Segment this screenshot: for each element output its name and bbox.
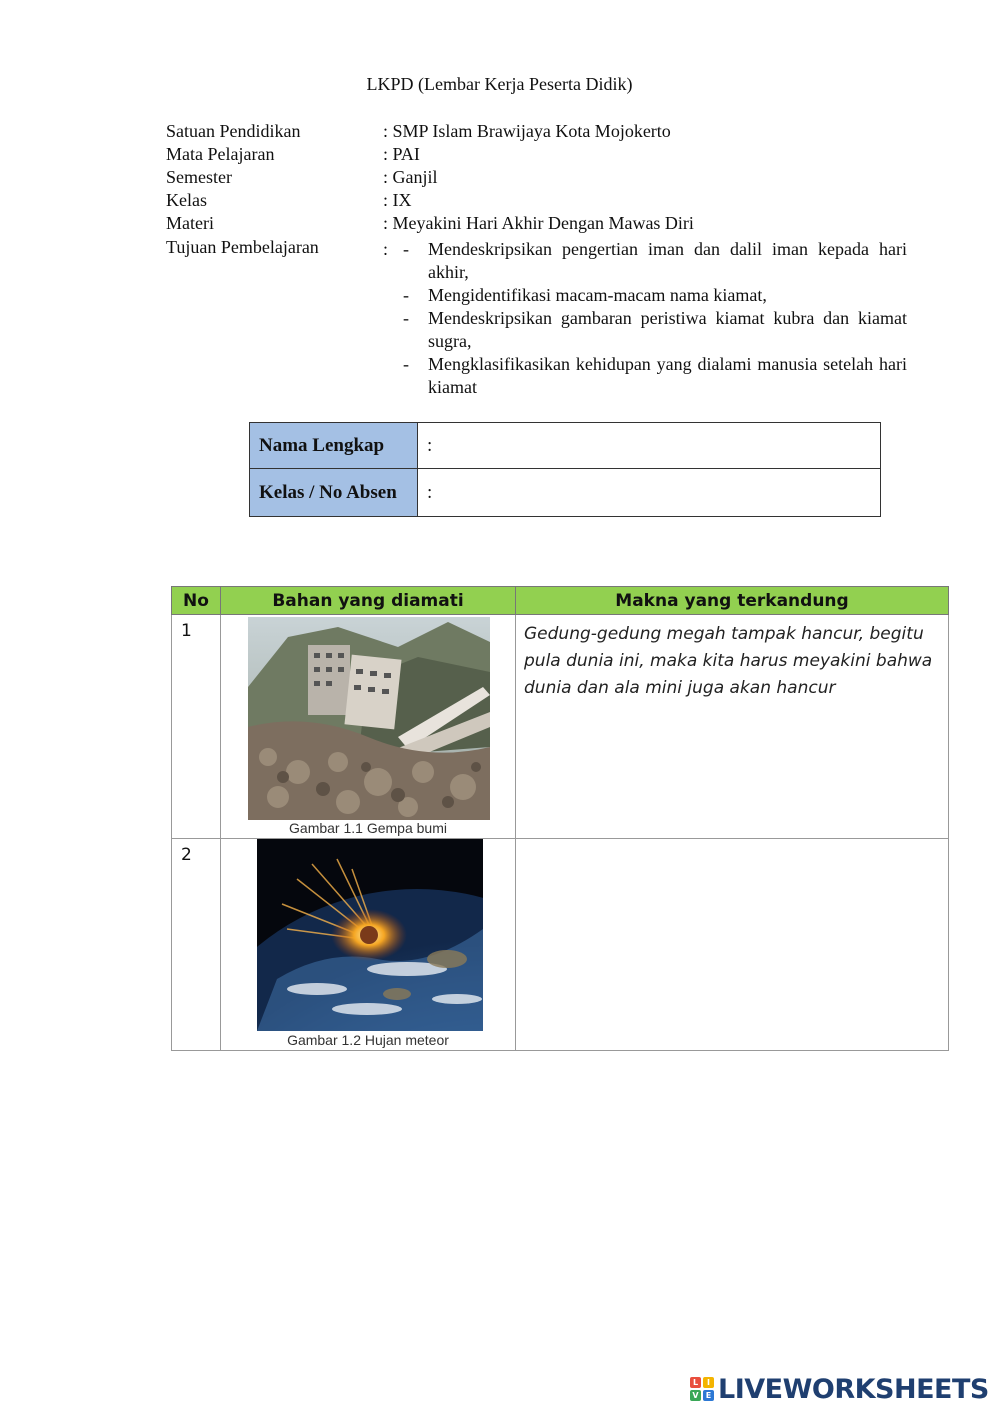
header-no: No [172, 587, 221, 615]
observation-table [171, 586, 949, 1051]
info-value: : Ganjil [383, 167, 438, 187]
meaning-answer[interactable]: Gedung-gedung megah tampak hancur, begitu pula dunia ini, maka kita harus meyakini bahwa dunia dan ala mini juga akan hancur [516, 615, 949, 839]
figure-caption: Gambar 1.1 Gempa bumi [289, 820, 447, 836]
tujuan-colon: : [383, 239, 389, 259]
earthquake-image [248, 617, 490, 820]
row-number: 2 [172, 839, 221, 1051]
tujuan-item: - Mengidentifikasi macam-macam nama kiamat, [403, 285, 767, 305]
info-value: : Meyakini Hari Akhir Dengan Mawas Diri [383, 213, 694, 233]
liveworksheets-logo [690, 1372, 989, 1406]
header-material: Bahan yang diamati [221, 587, 516, 615]
table-row [172, 615, 949, 839]
info-label: Semester [166, 167, 232, 187]
info-label: Tujuan Pembelajaran [166, 237, 319, 257]
figure-caption: Gambar 1.2 Hujan meteor [287, 1032, 449, 1048]
tujuan-item: - Mendeskripsikan gambaran peristiwa kiamat kubra dan kiamat sugra, [403, 308, 907, 351]
info-label: Satuan Pendidikan [166, 121, 301, 141]
brand-text: LIVEWORKSHEETS [718, 1373, 989, 1405]
tujuan-item: - Mendeskripsikan pengertian iman dan dalil iman kepada hari akhir, [403, 239, 907, 282]
name-label: Nama Lengkap [250, 423, 418, 469]
identity-table [249, 422, 881, 517]
identity-row-class [250, 469, 881, 517]
class-label: Kelas / No Absen [250, 469, 418, 517]
table-row [172, 839, 949, 1051]
name-field[interactable]: : [418, 423, 881, 469]
picture-cell [221, 839, 516, 1051]
info-label: Kelas [166, 190, 207, 210]
observation-header [172, 587, 949, 615]
class-field[interactable]: : [418, 469, 881, 517]
info-value: : IX [383, 190, 412, 210]
meteor-image [257, 839, 483, 1031]
meteor-earth-illustration [257, 839, 483, 1031]
row-number: 1 [172, 615, 221, 839]
identity-row-name [250, 423, 881, 469]
header-meaning: Makna yang terkandung [516, 587, 949, 615]
earthquake-ruins-illustration [248, 617, 490, 820]
brand-icon: L I V E [690, 1377, 714, 1401]
info-value: : SMP Islam Brawijaya Kota Mojokerto [383, 121, 671, 141]
meaning-answer[interactable] [516, 839, 949, 1051]
info-label: Mata Pelajaran [166, 144, 275, 164]
tujuan-item: - Mengklasifikasikan kehidupan yang dialami manusia setelah hari kiamat [403, 354, 907, 397]
page-title: LKPD (Lembar Kerja Peserta Didik) [366, 74, 633, 94]
info-value: : PAI [383, 144, 420, 164]
picture-cell [221, 615, 516, 839]
info-label: Materi [166, 213, 214, 233]
